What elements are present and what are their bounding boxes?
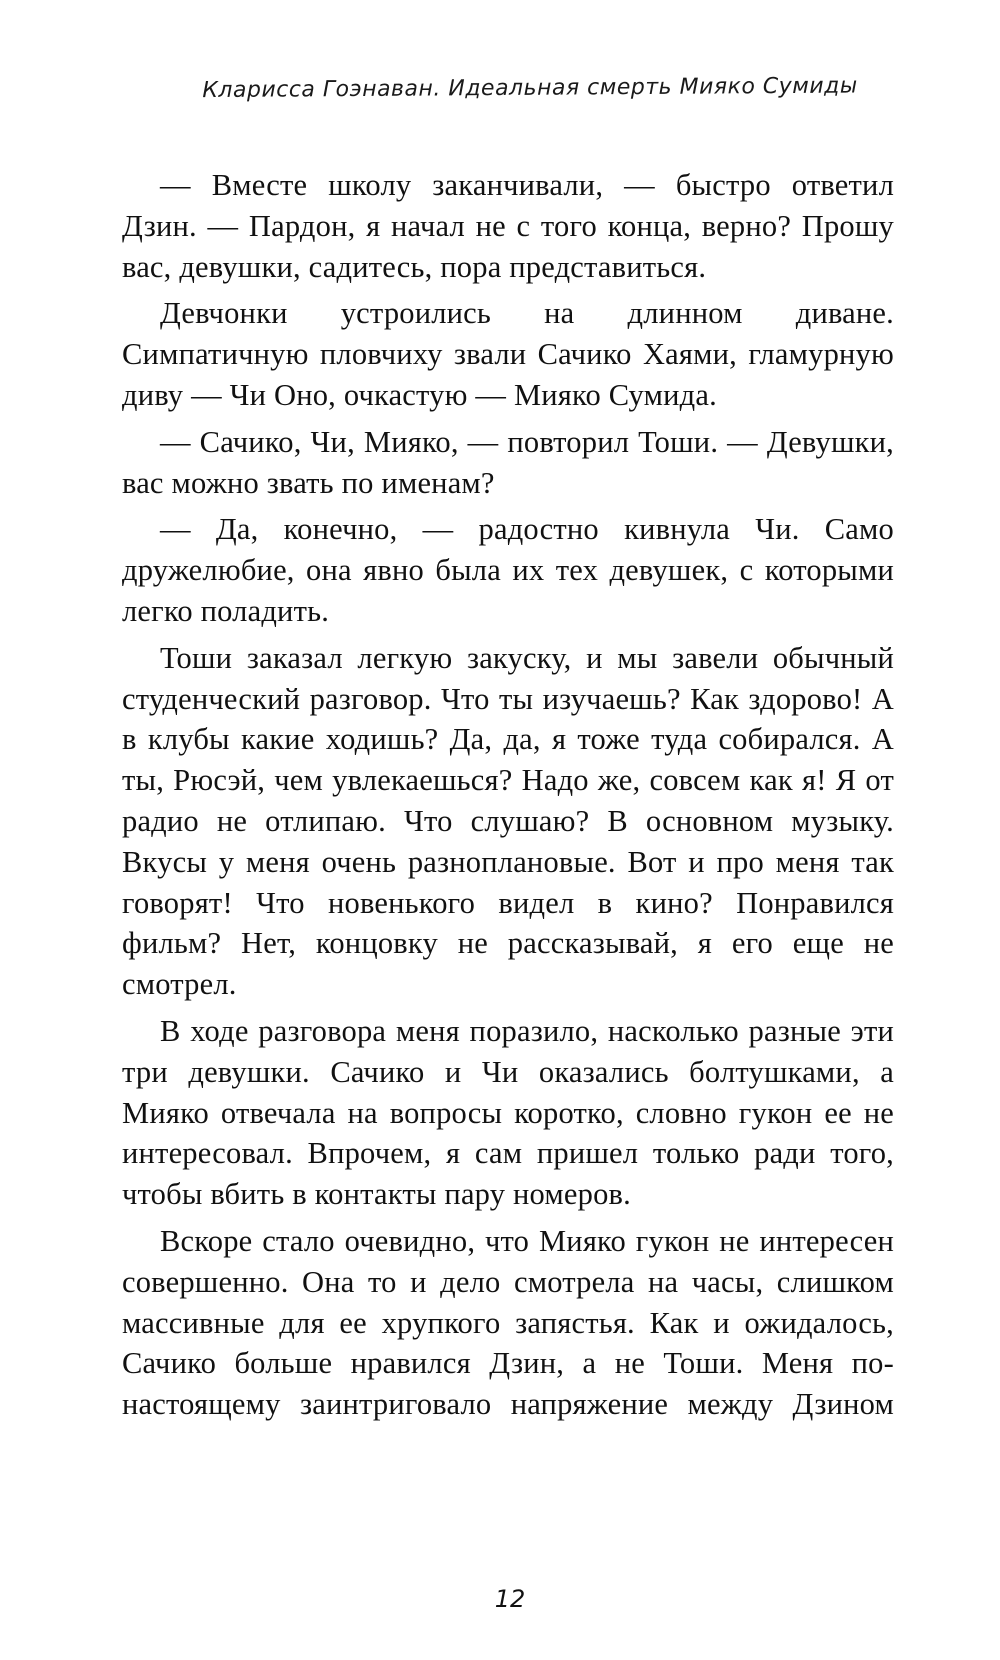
paragraph: — Да, конечно, — радостно кивнула Чи. Само дружелюбие, она явно была их тех девушек, с которыми легко поладить. — [122, 512, 894, 628]
paragraph: — Сачико, Чи, Мияко, — повторил Тоши. — Девушки, вас можно звать по именам? — [122, 424, 894, 500]
body-text — [122, 165, 894, 1431]
paragraph: Девчонки устроились на длинном диване. Симпатичную пловчиху звали Сачико Хаями, гламурную диву — Чи Оно, очкастую — Мияко Сумида. — [122, 296, 894, 412]
page-number: 12 — [494, 1585, 526, 1613]
paragraph: В ходе разговора меня поразило, насколько разные эти три девушки. Сачико и Чи оказались болтушками, а Мияко отвечала на вопросы коротко, словно гукон ее не интересовал. Впрочем, я сам пришел только ради того, чтобы вбить в контакты пару номеров. — [122, 1013, 894, 1212]
paragraph: Тоши заказал легкую закуску, и мы завели обычный студенческий разговор. Что ты изучаешь? Как здорово! А в клубы какие ходишь? Да, да, я тоже туда собирался. А ты, Рюсэй, чем увлекаешься? Надо же, совсем как я! Я от радио не отлипаю. Что слушаю? В основном музыку. Вкусы у меня очень разноплановые. Вот и про меня так говорят! Что новенького видел в кино? Понравился фильм? Нет, концовку не рассказывай, я его еще не смотрел. — [122, 640, 894, 1002]
paragraph: — Вместе школу заканчивали, — быстро ответил Дзин. — Пардон, я начал не с того конца, верно? Прошу вас, девушки, садитесь, пора представиться. — [122, 168, 894, 284]
running-title: Кларисса Гоэнаван. Идеальная смерть Мияко Сумиды — [202, 73, 858, 104]
paragraph: Вскоре стало очевидно, что Мияко гукон не интересен совершенно. Она то и дело смотрела на часы, слишком массивные для ее хрупкого запястья. Как и ожидалось, Сачико больше нравился Дзин, а не Тоши. Меня по-настоящему заинтриговало напряжение между Дзином — [122, 1223, 894, 1422]
